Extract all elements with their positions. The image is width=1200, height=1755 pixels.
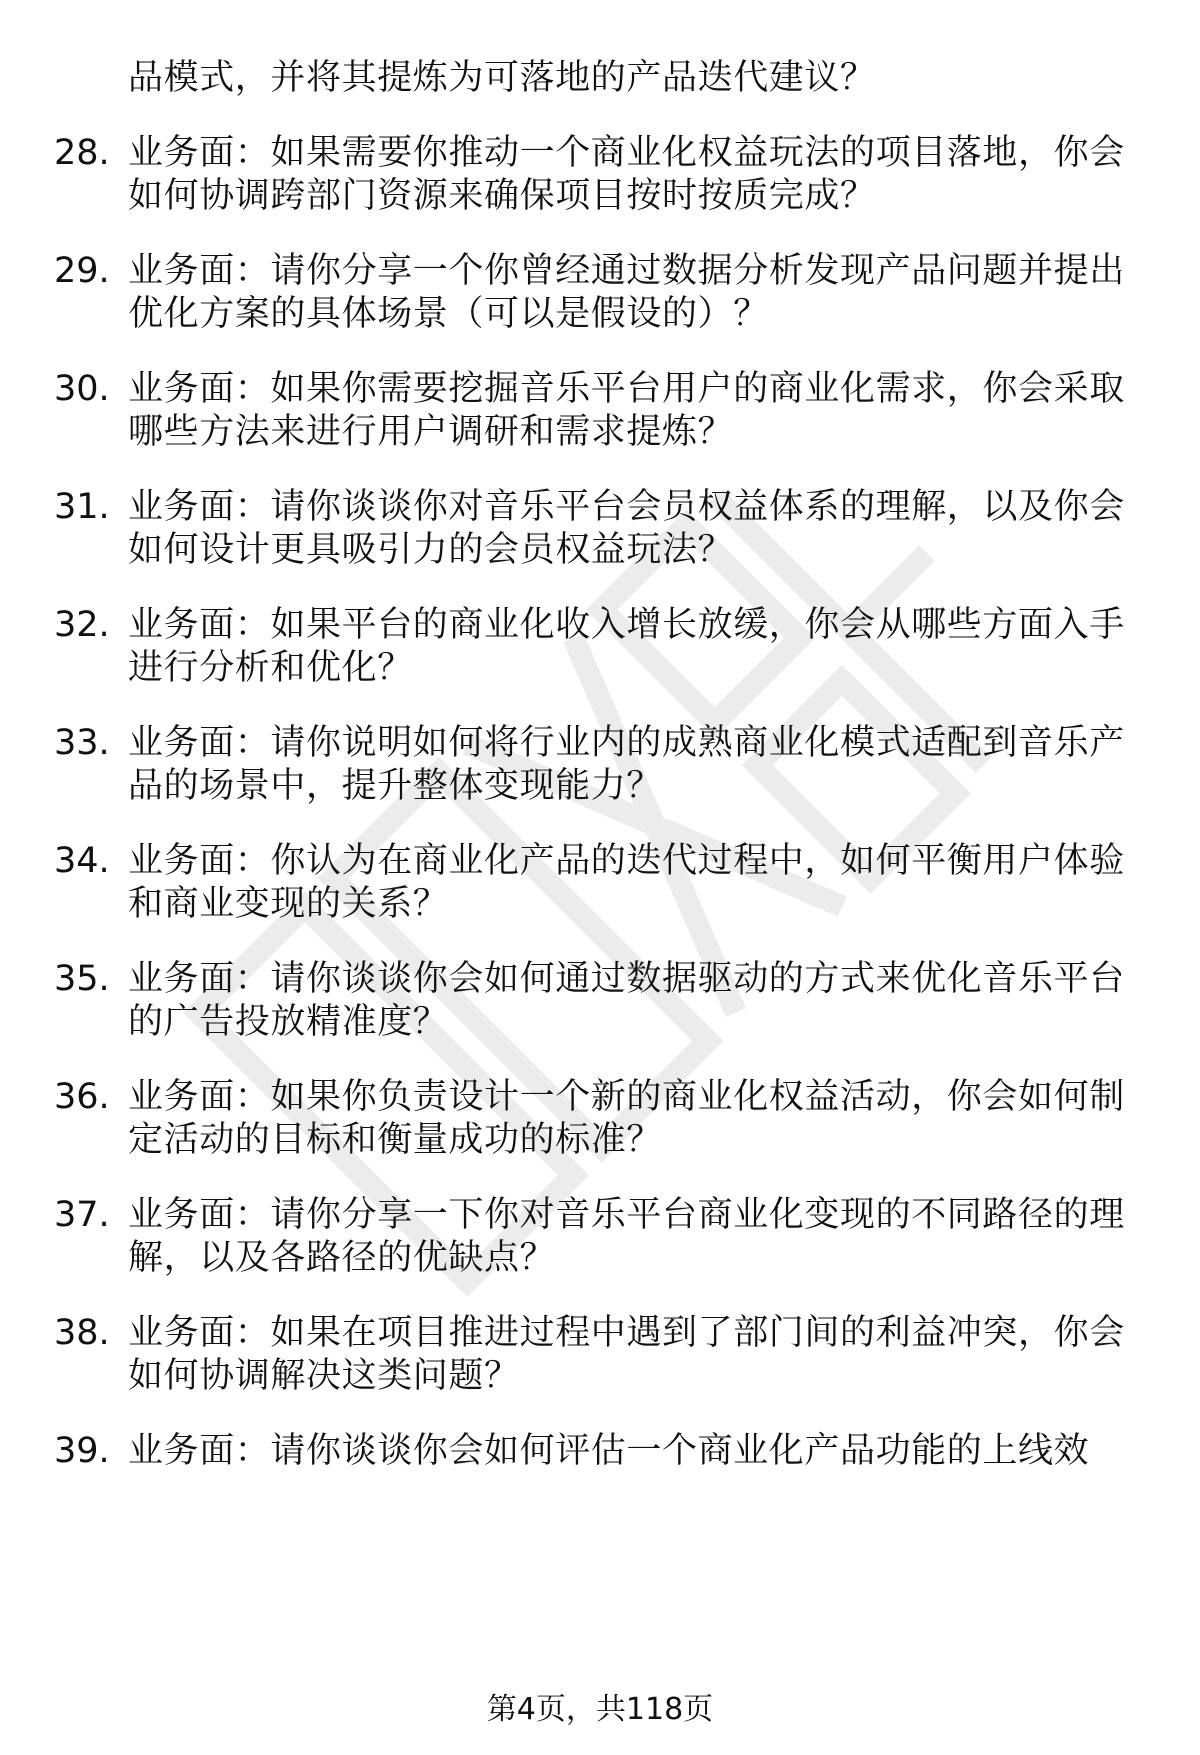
item-text-line1: 业务面：如果在项目推进过程中遇到了部门间的利益冲突，你会	[128, 1313, 1125, 1353]
item-text-line1: 业务面：请你说明如何将行业内的成熟商业化模式适配到音乐产	[128, 723, 1125, 763]
item-text-line1: 业务面：请你分享一个你曾经通过数据分析发现产品问题并提出	[128, 251, 1125, 291]
item-number: 31.	[54, 487, 110, 527]
page-footer: 第4页，共118页	[486, 1692, 714, 1727]
item-number: 32.	[54, 605, 110, 645]
item-number: 28.	[54, 133, 110, 173]
item-number: 30.	[54, 369, 110, 409]
item-text-line2: 如何协调跨部门资源来确保项目按时按质完成？	[128, 176, 876, 216]
item-text-line1: 业务面：请你谈谈你会如何通过数据驱动的方式来优化音乐平台	[128, 959, 1125, 999]
item-text-line1: 业务面：如果平台的商业化收入增长放缓，你会从哪些方面入手	[128, 605, 1125, 645]
item-number: 39.	[54, 1431, 110, 1471]
item-text-line1: 业务面：如果你负责设计一个新的商业化权益活动，你会如何制	[128, 1077, 1125, 1117]
item-text-line2: 如何设计更具吸引力的会员权益玩法？	[128, 530, 734, 570]
item-text-line2: 和商业变现的关系？	[128, 884, 449, 924]
item-number: 33.	[54, 723, 110, 763]
item-text-line1: 业务面：请你谈谈你会如何评估一个商业化产品功能的上线效	[128, 1431, 1090, 1471]
item-text-line2: 哪些方法来进行用户调研和需求提炼？	[128, 412, 734, 452]
item-number: 35.	[54, 959, 110, 999]
item-text-line1: 业务面：请你谈谈你对音乐平台会员权益体系的理解，以及你会	[128, 487, 1125, 527]
item-number: 37.	[54, 1195, 110, 1235]
item-text-line2: 的广告投放精准度？	[128, 1002, 449, 1042]
item-number: 38.	[54, 1313, 110, 1353]
item-text-line2: 如何协调解决这类问题？	[128, 1356, 520, 1396]
item-text-line1: 业务面：请你分享一下你对音乐平台商业化变现的不同路径的理	[128, 1195, 1125, 1235]
item-text-line2: 优化方案的具体场景（可以是假设的）？	[128, 294, 769, 334]
item-text-line1: 业务面：你认为在商业化产品的迭代过程中，如何平衡用户体验	[128, 841, 1125, 881]
item-number: 34.	[54, 841, 110, 881]
continuation-line: 品模式，并将其提炼为可落地的产品迭代建议？	[128, 58, 876, 98]
item-number: 29.	[54, 251, 110, 291]
item-text-line1: 业务面：如果需要你推动一个商业化权益玩法的项目落地，你会	[128, 133, 1125, 173]
item-text-line1: 业务面：如果你需要挖掘音乐平台用户的商业化需求，你会采取	[128, 369, 1125, 409]
item-text-line2: 解，以及各路径的优缺点？	[128, 1238, 556, 1278]
item-text-line2: 定活动的目标和衡量成功的标准？	[128, 1120, 663, 1160]
item-text-line2: 品的场景中，提升整体变现能力？	[128, 766, 663, 806]
item-text-line2: 进行分析和优化？	[128, 648, 413, 688]
item-number: 36.	[54, 1077, 110, 1117]
